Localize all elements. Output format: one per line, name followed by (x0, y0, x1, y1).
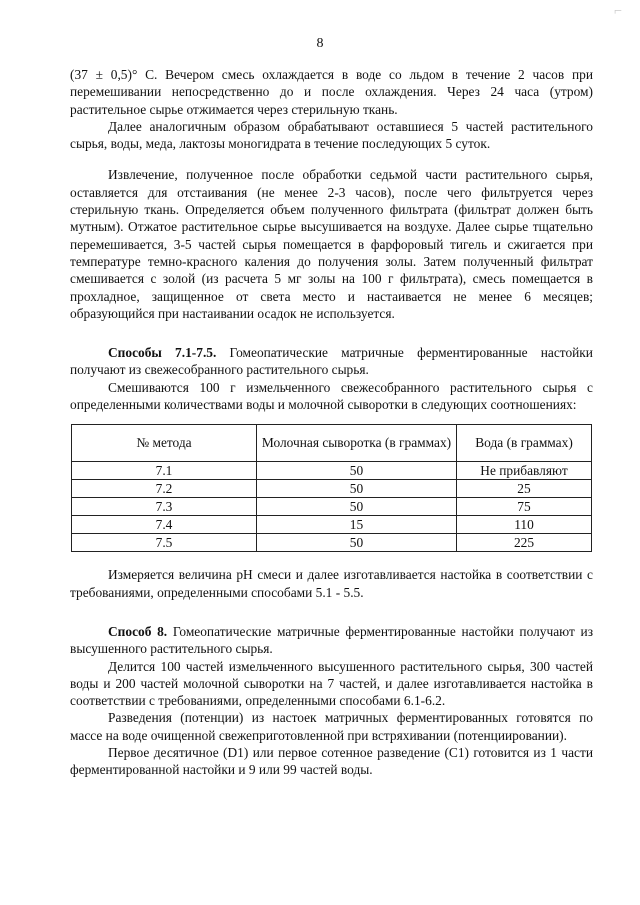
table-cell: 25 (457, 480, 592, 498)
methods-7-intro (70, 344, 593, 379)
table-row (72, 462, 592, 480)
table-cell: Не прибавляют (457, 462, 592, 480)
table-cell: 7.2 (72, 480, 257, 498)
table-cell: 15 (257, 516, 457, 534)
table-cell: 7.1 (72, 462, 257, 480)
paragraph-5: Смешиваются 100 г измельченного свежесобранного растительного сырья с определенными количествами воды и молочной сыворотки в следующих соотношениях: (70, 379, 593, 413)
table-cell: 50 (257, 480, 457, 498)
table-header-method: № метода (72, 425, 257, 462)
table-row (72, 516, 592, 534)
table-row (72, 498, 592, 516)
paragraph-10: Первое десятичное (D1) или первое сотенное разведение (C1) готовится из 1 части ферментированной настойки и 9 или 99 частей воды. (70, 745, 593, 778)
methods-7-text: Гомеопатические матричные ферментированные настойки получают из свежесобранного растительного сырья. (70, 345, 593, 378)
paragraph-9: Разведения (потенции) из настоек матричных ферментированных готовятся по массе на воде очищенной свежеприготовленной при встряхивании (потенциировании). (70, 710, 593, 743)
method-8-text: Гомеопатические матричные ферментированные настойки получают из высушенного растительного сырья. (70, 623, 593, 657)
methods-table (71, 424, 592, 552)
table-header-water: Вода (в граммах) (457, 425, 592, 462)
table-cell: 75 (457, 498, 592, 516)
paragraph-1: (37 ± 0,5)° C. Вечером смесь охлаждается в воде со льдом в течение 2 часов при перемешивании непосредственно до и после охлаждения. Через 24 часа (утром) растительное сырье отжимается через стерильную ткань. (70, 67, 593, 117)
table-cell: 50 (257, 498, 457, 516)
method-8-intro (70, 623, 593, 658)
table-header-whey: Молочная сыворотка (в граммах) (257, 425, 457, 462)
method-8-heading: Способ 8. (108, 623, 168, 639)
table-cell: 50 (257, 534, 457, 552)
table-cell: 50 (257, 462, 457, 480)
table-cell: 7.4 (72, 516, 257, 534)
table-row (72, 534, 592, 552)
table-cell: 7.5 (72, 534, 257, 552)
page-number: 8 (316, 36, 324, 51)
scan-corner-mark: ⌐ (614, 4, 622, 19)
table-row (72, 480, 592, 498)
table-cell: 225 (457, 534, 592, 552)
methods-7-heading: Способы 7.1-7.5. (108, 345, 217, 361)
table-header-row (72, 425, 592, 462)
paragraph-8: Делится 100 частей измельченного высушенного растительного сырья, 300 частей воды и 200 частей молочной сыворотки на 7 частей, и далее изготавливается настойка в соответствии с требованиями, определенными способами 6.1-6.2. (70, 658, 593, 709)
document-body (70, 66, 593, 779)
table-cell: 110 (457, 516, 592, 534)
paragraph-3: Извлечение, полученное после обработки седьмой части растительного сырья, оставляется для отстаивания (не менее 2-3 часов), после чего фильтруется через стерильную ткань. Определяется объем полученного фильтрата (фильтрат должен быть мутным). Отжатое растительное сырье высушивается на воздухе. Далее сырье тщательно перемешивается, 3-5 частей сырья помещается в фарфоровый тигель и сжигается при температуре темно-красного каления до получения золы. Затем полученный фильтрат смешивается с золой (из расчета 5 мг золы на 100 г фильтрата), смесь помещается в прохладное, защищенное от света место и настаивается не менее 6 месяцев; образующийся при настаивании осадок не используется. (70, 167, 593, 321)
paragraph-2: Далее аналогичным образом обрабатывают оставшиеся 5 частей растительного сырья, воды, меда, лактозы моногидрата в течение последующих 5 суток. (70, 118, 593, 152)
table-cell: 7.3 (72, 498, 257, 516)
paragraph-6: Измеряется величина pH смеси и далее изготавливается настойка в соответствии с требованиями, определенными способами 5.1 - 5.5. (70, 567, 593, 600)
